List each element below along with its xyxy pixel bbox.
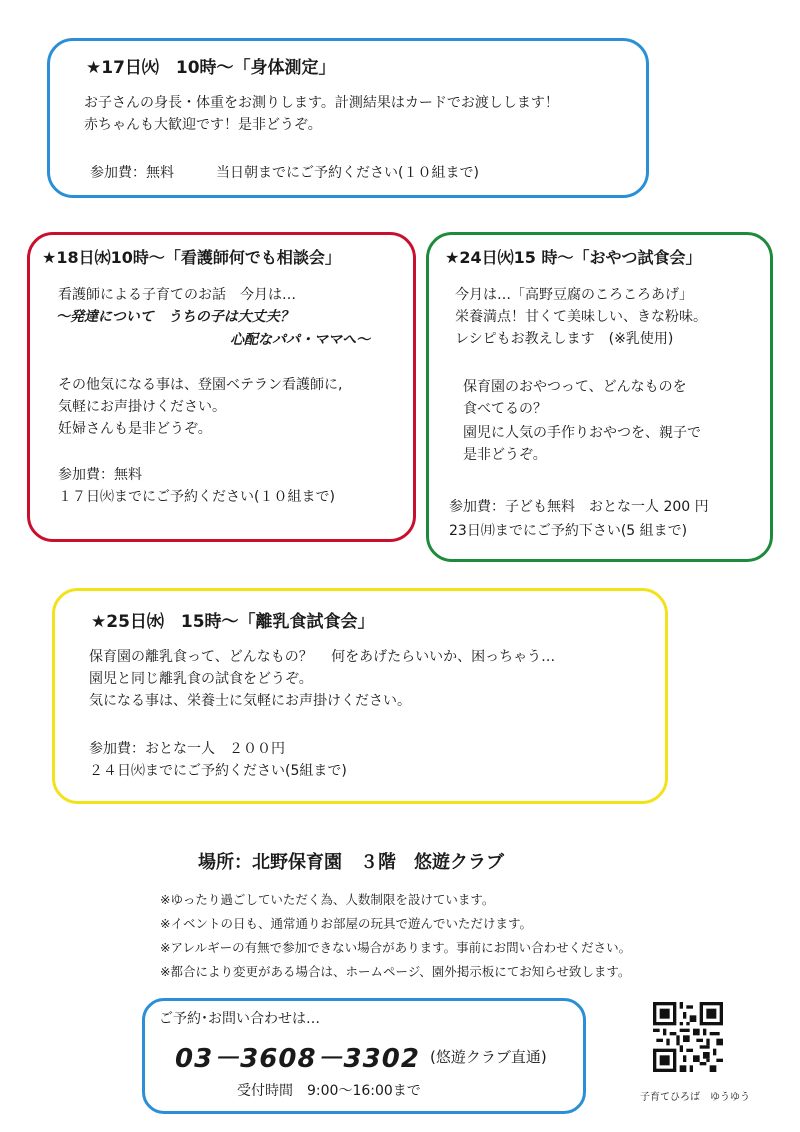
event-text: 赤ちゃんも大歓迎です！是非どうぞ。 [84,117,322,133]
event-text: 園児と同じ離乳食の試食をどうぞ。 [89,671,313,687]
note-line: ※ゆったり過ごしていただく為、人数制限を設けています。 [160,892,495,907]
contact-hours: 受付時間 9:00～16:00まで [237,1083,421,1099]
event-title-25: ★25日㈬ 15時～「離乳食試食会」 [91,612,375,632]
event-text: お子さんの身長・体重をお測りします。計測結果はカードでお渡しします！ [84,95,559,111]
qr-code-icon[interactable] [653,1002,723,1072]
event-fee: 参加費：子ども無料 おとな一人 200 円 [449,499,709,515]
event-box-24 [426,232,773,562]
event-deadline: 23日㈪までにご予約下さい(5 組まで) [449,523,688,539]
venue-text: 場所：北野保育園 ３階 悠遊クラブ [198,852,504,873]
event-text: その他気になる事は、登園ベテラン看護師に, [58,377,343,393]
event-text: 是非どうぞ。 [463,447,547,463]
phone-note: (悠遊クラブ直通) [430,1048,547,1066]
event-title-24: ★24日㈫15 時～「おやつ試食会」 [445,248,702,267]
event-title-17: ★17日㈫ 10時～「身体測定」 [86,58,336,78]
event-fee: 参加費：おとな一人 ２００円 [89,741,285,757]
event-fee: 参加費：無料 [58,467,142,483]
event-text: 今月は…「高野豆腐のころころあげ」 [455,287,693,303]
event-box-18 [27,232,416,542]
event-text: 気になる事は、栄養士に気軽にお声掛けください。 [89,693,411,709]
event-text: 栄養満点！甘くて美味しい、きな粉味。 [455,309,707,325]
event-text: 気軽にお声掛けください。 [58,399,226,415]
event-highlight: 心配なパパ・ママへ～ [230,332,370,348]
event-highlight: ～発達について うちの子は大丈夫？ [56,309,294,325]
event-fee: 参加費：無料 当日朝までにご予約ください(１０組まで) [90,165,479,181]
event-box-25 [52,588,668,804]
event-text: 食べてるの？ [463,401,547,417]
event-text: 保育園の離乳食って、どんなもの？ 何をあげたらいいか、困っちゃう… [89,649,556,665]
event-text: 妊婦さんも是非どうぞ。 [58,421,212,437]
note-line: ※都合により変更がある場合は、ホームページ、園外掲示板にてお知らせ致します。 [160,964,631,979]
event-text: 看護師による子育てのお話 今月は… [58,287,296,303]
event-text: 保育園のおやつって、どんなものを [463,379,687,395]
event-text: 園児に人気の手作りおやつを、親子で [463,425,701,441]
note-line: ※イベントの日も、通常通りお部屋の玩具で遊んでいただけます。 [160,916,532,931]
contact-heading: ご予約･お問い合わせは… [159,1011,320,1027]
event-deadline: ２４日㈫までにご予約ください(5組まで) [89,763,347,779]
event-text: レシピもお教えします (※乳使用) [455,331,674,347]
qr-caption: 子育てひろば ゆうゆう [640,1092,750,1103]
event-box-17 [47,38,649,198]
event-deadline: １７日㈫までにご予約ください(１０組まで) [58,489,335,505]
note-line: ※アレルギーの有無で参加できない場合があります。事前にお問い合わせください。 [160,940,632,955]
event-title-18: ★18日㈬10時～「看護師何でも相談会」 [42,248,341,267]
phone-number[interactable]: 03－3608－3302 [175,1044,420,1074]
